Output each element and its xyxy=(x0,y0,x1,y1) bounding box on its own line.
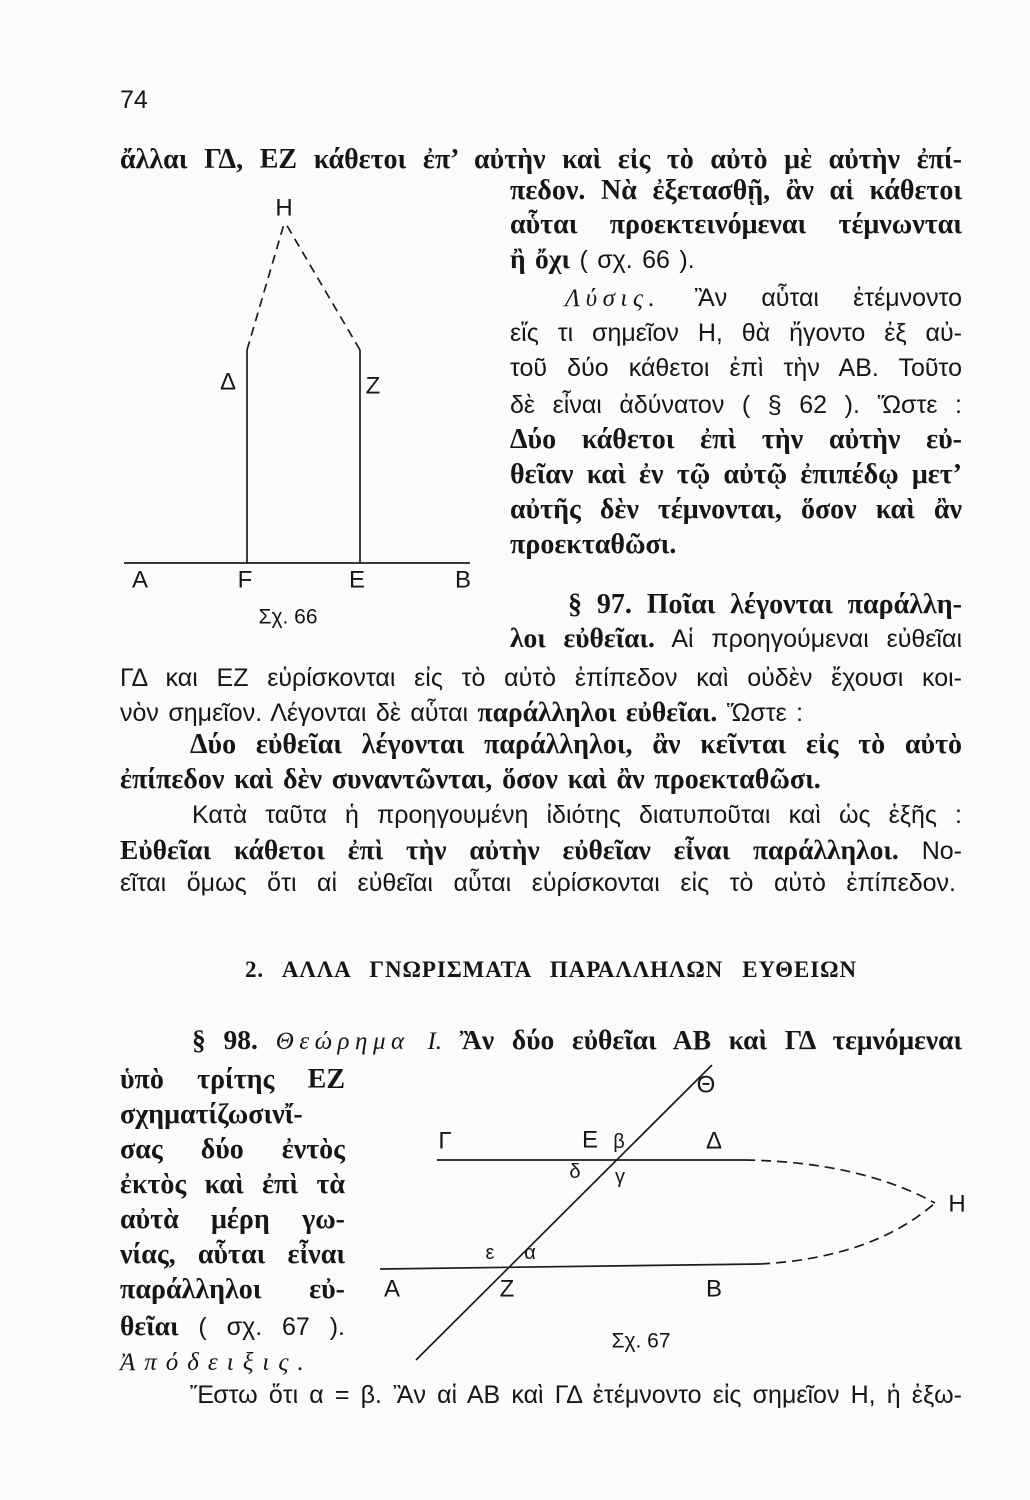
fig67-angle-delta: δ xyxy=(569,1161,581,1183)
figure-ref-67: ( σχ. 67 ). xyxy=(198,1313,345,1341)
section-heading: 2. ΑΛΛΑ ΓΝΩΡΙΣΜΑΤΑ ΠΑΡΑΛΛΗΛΩΝ ΕΥΘΕΙΩΝ xyxy=(245,957,857,982)
fig67-label-delta: Δ xyxy=(705,1127,723,1155)
definition-line-2: ἐπίπεδον καὶ δὲν συναντῶνται, ὅσον καὶ ἂν προεκταθῶσι. xyxy=(120,764,821,795)
solution-rule-3: αὐτῆς δὲν τέμνονται, ὅσον καὶ ἂν xyxy=(510,494,962,525)
section97-text-8: Νο- xyxy=(921,837,962,865)
solution-line-4: δὲ εἶναι ἀδύνατον ( § 62 ). Ὥστε : xyxy=(510,391,962,419)
definition-line-1: Δύο εὐθεῖαι λέγονται παράλληλοι, ἂν κεῖνται εἰς τὸ αὐτὸ xyxy=(190,729,962,760)
proof-line-1: Ἔστω ὅτι α = β. Ἂν αἱ ΑΒ καὶ ΓΔ ἐτέμνοντο εἰς σημεῖον Η, ἡ ἐξω- xyxy=(190,1381,962,1409)
problem-line-2: πεδον. Νὰ ἐξετασθῇ, ἂν αἱ κάθετοι xyxy=(510,175,962,206)
fig67-label-b: Β xyxy=(705,1275,723,1303)
solution-line-2: εἴς τι σημεῖον Η, θὰ ἤγοντο ἐξ αὐ- xyxy=(510,319,962,347)
fig67-line-ab xyxy=(380,1264,760,1269)
section97-text-post: Ὥστε : xyxy=(726,699,804,727)
figure-67-labels xyxy=(384,1072,966,1353)
theorem-column-line-2: σχηματίζωσινἴ- xyxy=(120,1099,303,1130)
fig66-label-delta: Δ xyxy=(219,368,237,396)
fig67-label-a: Α xyxy=(383,1275,401,1303)
fig67-angle-epsilon: ε xyxy=(485,1242,495,1264)
theorem-column-line-1: ὑπὸ τρίτης ΕΖ xyxy=(120,1064,345,1095)
solution-line-3: τοῦ δύο κάθετοι ἐπὶ τὴν ΑΒ. Τοῦτο xyxy=(510,354,962,382)
theorem-text-1: Ἂν δύο εὐθεῖαι ΑΒ καὶ ΓΔ τεμνόμεναι xyxy=(459,1024,963,1055)
fig67-label-e: Ε xyxy=(581,1126,599,1154)
section97-text-1: Αἱ προηγούμεναι εὐθεῖαι xyxy=(671,625,962,653)
fig66-label-e: Ε xyxy=(348,566,366,594)
fig66-extension-dh xyxy=(247,224,284,350)
section97-line-9: εῖται ὅμως ὅτι αἱ εὐθεῖαι αὗται εὑρίσκονται εἰς τὸ αὐτὸ ἐπίπεδον. xyxy=(120,869,956,897)
fig67-extension-dh xyxy=(745,1160,935,1203)
theorem-last-word: θεῖαι xyxy=(120,1310,179,1341)
fig66-label-gamma: F xyxy=(237,566,253,594)
fig66-label-a: Α xyxy=(131,566,149,594)
problem-line-3: αὗται προεκτεινόμεναι τέμνωνται xyxy=(510,209,962,240)
parallel-rule: Εὐθεῖαι κάθετοι ἐπὶ τὴν αὐτὴν εὐθεῖαν εἶναι παράλληλοι. xyxy=(120,834,899,865)
theorem-column-line-4: ἐκτὸς καὶ ἐπὶ τὰ xyxy=(120,1169,345,1200)
fig67-label-theta: Θ xyxy=(696,1071,716,1099)
theorem-label: Θεώρημα xyxy=(275,1028,410,1055)
solution-rule-2: θεῖαν καὶ ἐν τῷ αὐτῷ ἐπιπέδῳ μετ’ xyxy=(510,459,962,490)
fig67-extension-bh xyxy=(760,1203,935,1264)
fig66-extension-zh xyxy=(286,224,360,350)
solution-rule-4: προεκταθῶσι. xyxy=(510,529,677,560)
section98-number: § 98. xyxy=(192,1024,258,1055)
fig67-caption: Σχ. 67 xyxy=(611,1329,671,1353)
section97-number: § 97. xyxy=(568,589,632,620)
section97-title-2: λοι εὐθεῖαι. xyxy=(510,622,655,653)
section97-title-1: Ποῖαι λέγονται παράλλη- xyxy=(646,589,962,620)
fig66-caption: Σχ. 66 xyxy=(258,605,318,629)
proof-label: Ἀπόδειξις. xyxy=(120,1349,313,1376)
fig66-label-b: Β xyxy=(454,566,472,594)
solution-rule-1: Δύο κάθετοι ἐπὶ τὴν αὐτὴν εὐ- xyxy=(510,424,962,455)
section97-term: παράλληλοι εὐθεῖαι. xyxy=(477,696,718,727)
figure-66 xyxy=(124,224,470,563)
solution-label: Λύσις. xyxy=(565,285,661,312)
fig66-label-h: Η xyxy=(275,194,293,222)
section97-line-3: ΓΔ και ΕΖ εὑρίσκονται εἰς τὸ αὐτὸ ἐπίπεδον καὶ οὐδὲν ἔχουσι κοι- xyxy=(120,664,962,692)
problem-line-1: ἄλλαι ΓΔ, ΕΖ κάθετοι ἐπ’ αὐτὴν καὶ εἰς τὸ αὐτὸ μὲ αὐτὴν ἐπί- xyxy=(120,144,962,175)
section97-line-7: Κατὰ ταῦτα ἡ προηγουμένη ἰδιότης διατυποῦται καὶ ὡς ἑξῆς : xyxy=(192,801,962,829)
section97-text-pre: νὸν σημεῖον. Λέγονται δὲ αὗται xyxy=(120,699,469,727)
theorem-column-line-6: νίας, αὗται εἶναι xyxy=(120,1239,345,1270)
fig66-label-zeta: Ζ xyxy=(365,372,381,400)
fig67-angle-alpha: α xyxy=(524,1242,536,1264)
theorem-column-line-3: σας δύο ἐντὸς xyxy=(120,1134,345,1165)
page-number: 74 xyxy=(120,86,148,114)
fig67-transversal xyxy=(416,1065,712,1360)
figure-ref-66: ( σχ. 66 ). xyxy=(579,246,695,274)
theorem-numeral: I. xyxy=(427,1028,443,1055)
solution-text-1: Ἂν αὗται ἐτέμνοντο xyxy=(694,284,962,312)
theorem-column-line-7: παράλληλοι εὐ- xyxy=(120,1274,345,1305)
figure-67 xyxy=(380,1065,935,1360)
fig67-label-z: Ζ xyxy=(499,1275,515,1303)
fig67-label-gamma: Γ xyxy=(438,1127,452,1155)
problem-question: ἢ ὄχι xyxy=(510,243,570,274)
fig67-label-h: Η xyxy=(948,1190,966,1218)
fig67-angle-beta: β xyxy=(613,1131,625,1153)
theorem-column-line-5: αὐτὰ μέρη γω- xyxy=(120,1204,345,1235)
fig67-angle-gamma: γ xyxy=(615,1166,625,1188)
